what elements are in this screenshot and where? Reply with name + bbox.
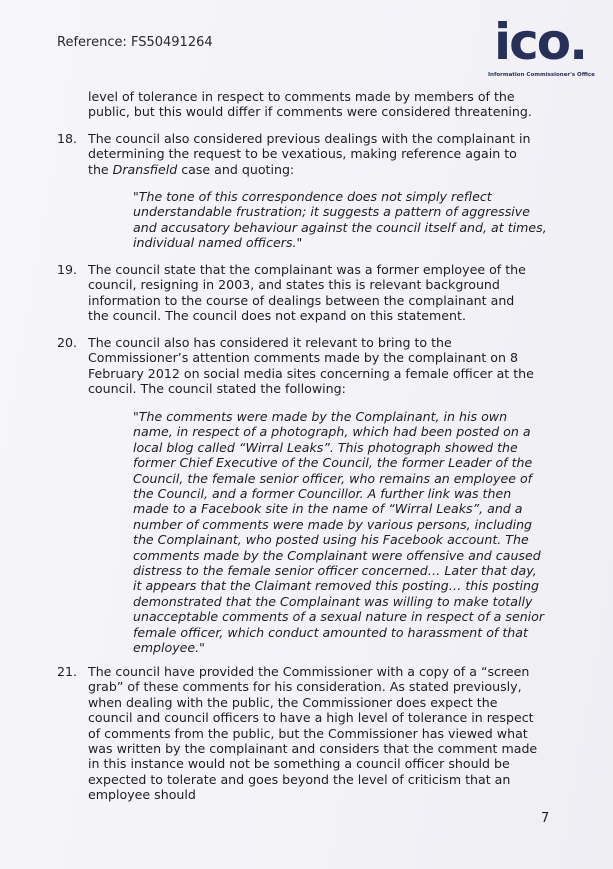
paragraph-18-text-before: The council also considered previous dealings with the complainant in determining the request to be vexatious, making reference again to the <box>88 131 531 177</box>
page-number: 7 <box>541 811 550 826</box>
ico-logo-subtitle: Information Commissioner's Office <box>488 72 595 78</box>
paragraph-number-21: 21. <box>57 664 78 679</box>
paragraph-19: The council state that the complainant was a former employee of the council, resigning in 2003, and states this is relevant background information to the course of dealings between the complainant and the council. The council does not expand on this statement. <box>88 262 526 324</box>
paragraph-number-18: 18. <box>57 131 78 146</box>
paragraph-18-quote: "The tone of this correspondence does not simply reflect understandable frustration; it suggests a pattern of aggressive and accusatory behaviour against the council itself and, at times, individual named officers." <box>133 189 547 251</box>
paragraph-20: The council also has considered it relevant to bring to the Commissioner’s attention comments made by the complainant on 8 February 2012 on social media sites concerning a female officer at the council. The council stated the following: <box>88 335 534 397</box>
case-name: Dransfield <box>112 161 178 177</box>
ico-logo <box>488 13 595 82</box>
paragraph-18 <box>88 131 538 177</box>
reference-number: Reference: FS50491264 <box>57 35 213 50</box>
ico-logo-wordmark: ico. <box>494 13 587 71</box>
paragraph-number-19: 19. <box>57 262 78 277</box>
continuation-paragraph: level of tolerance in respect to comments made by members of the public, but this would differ if comments were considered threatening. <box>88 89 532 120</box>
paragraph-20-quote: "The comments were made by the Complainant, in his own name, in respect of a photograph, which had been posted on a local blog called “Wirral Leaks”. This photograph showed the former Chief Executive of the Council, the former Leader of the Council, the female senior officer, who remains an employee of the Council, and a former Councillor. A further link was then made to a Facebook site in the name of “Wirral Leaks”, and a number of comments were made by various persons, including the Complainant, who posted using his Facebook account. The comments made by the Complainant were offensive and caused distress to the female senior officer concerned… Later that day, it appears that the Claimant removed this posting… this posting demonstrated that the Complainant was willing to make totally unacceptable comments of a sexual nature in respect of a senior female officer, which conduct amounted to harassment of that employee." <box>133 409 545 656</box>
paragraph-18-text-after: case and quoting: <box>177 161 295 177</box>
paragraph-21: The council have provided the Commissioner with a copy of a “screen grab” of these comments for his consideration. As stated previously, when dealing with the public, the Commissioner does expect the council and council officers to have a high level of tolerance in respect of comments from the public, but the Commissioner has viewed what was written by the complainant and considers that the comment made in this instance would not be something a council officer should be expected to tolerate and goes beyond the level of criticism that an employee should <box>88 664 538 803</box>
paragraph-number-20: 20. <box>57 335 78 350</box>
